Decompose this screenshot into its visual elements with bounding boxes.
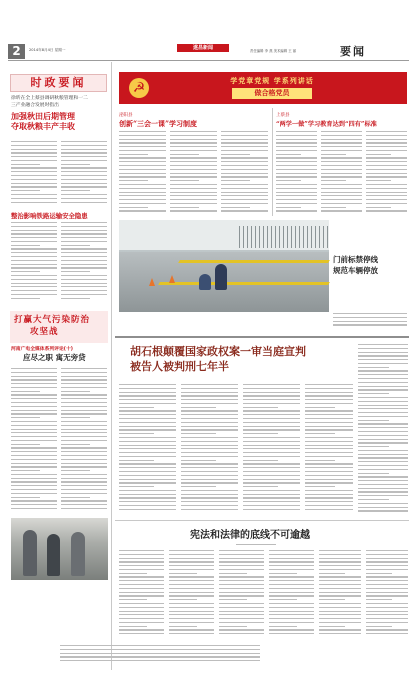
left-column-divider [111, 62, 112, 670]
main-headline [130, 344, 390, 374]
story-b-kicker: 上蔡县 [276, 113, 290, 118]
photo-fence [239, 226, 329, 248]
story2-body-left [11, 222, 57, 304]
editorial-body-col1 [119, 550, 164, 640]
photo-cone [169, 275, 175, 283]
main-headline-2: 被告人被判刑七年半 [130, 360, 229, 373]
story-a-body-col2 [170, 131, 217, 215]
story-b-headline: “两学一做”学习教育达到“四有”标准 [276, 121, 377, 128]
masthead-rule [8, 60, 409, 61]
story1-body-left [11, 141, 57, 207]
story-b-body-col3 [366, 131, 407, 215]
section-header-box [10, 74, 107, 92]
photo-no-parking-line [158, 282, 330, 285]
party-emblem-icon: ☭ [129, 78, 149, 98]
story1-subhead-1: 徐昕在全上蔡县调研秋粮管理和一二 [11, 96, 88, 101]
section-rule [115, 520, 409, 521]
main-body-col2 [181, 384, 238, 514]
commentary-body-left [11, 368, 57, 514]
special-header-1: 打赢大气污染防治 [14, 315, 91, 325]
editorial-body-col4 [269, 550, 314, 640]
main-body-col3 [243, 384, 300, 514]
page-number: 2 [12, 44, 21, 58]
story-a-kicker: 泌阳县 [119, 113, 133, 118]
left-photo [11, 518, 108, 580]
main-headline-1: 胡石根颠覆国家政权案一审当庭宣判 [130, 345, 306, 358]
main-body-col4 [305, 384, 353, 514]
story2-body-right [61, 222, 107, 304]
photo-caption [333, 313, 407, 329]
section-rule [115, 336, 409, 338]
banner-line-1: 学党章党规 学系列讲话 [230, 77, 314, 85]
commentary-body-right [61, 368, 107, 514]
photo-headline-1: 门前标禁停线 [333, 255, 378, 264]
special-header-2: 攻坚战 [30, 327, 59, 337]
story1-subhead-2: 三产业融合发展时指出 [11, 102, 59, 108]
banner [119, 72, 407, 104]
commentary-kicker: 河南广电全媒体系列评论(十) [11, 347, 73, 352]
commentary-title: 应尽之职 寓无旁贷 [23, 353, 86, 362]
page-section-title: 要闻 [340, 45, 366, 58]
story-a-body-col3 [221, 131, 268, 215]
story-b-body-col2 [321, 131, 362, 215]
main-body-col5 [358, 344, 408, 514]
story-divider [272, 108, 273, 216]
editorial-body-col2 [169, 550, 214, 640]
story1-main-1: 加强秋田后期管理 [11, 111, 75, 121]
commentary-headline [11, 346, 108, 363]
left-photo-person [71, 532, 85, 576]
bottom-caption [60, 645, 260, 667]
story1-main-2: 夺取秋粮丰产丰收 [11, 121, 75, 131]
story1-body-right [61, 141, 107, 207]
editorial-headline: 宪法和法律的底线不可逾越 [190, 530, 310, 541]
editorial-byline-rule [236, 544, 276, 545]
story-a-body-col1 [119, 131, 166, 215]
photo-cone [149, 278, 155, 286]
special-header-box [10, 311, 108, 343]
left-photo-person [23, 530, 37, 576]
story1-headline [11, 96, 107, 131]
masthead-editor: 责任编辑 李 燕 美术编辑 王 丽 [250, 49, 297, 53]
section-header: 时政要闻 [30, 76, 87, 89]
street-photo [119, 220, 329, 312]
photo-headline [333, 254, 409, 276]
photo-worker [199, 274, 211, 290]
editorial-body-col5 [319, 550, 361, 640]
main-body-col1 [119, 384, 176, 514]
story2-headline: 整治影响铁路运输安全隐患 [11, 212, 88, 220]
editorial-body-col6 [366, 550, 408, 640]
left-photo-person [47, 534, 60, 576]
story-b-body-col1 [276, 131, 317, 215]
story-a-headline: 创新“三会一课”学习制度 [119, 119, 198, 128]
banner-line-2: 做合格党员 [232, 88, 312, 99]
masthead-paper-name: 遂昌新闻 [177, 44, 229, 52]
masthead-date: 2014年8月4日 星期一 [29, 48, 66, 52]
photo-headline-2: 规范车辆停放 [333, 266, 378, 275]
photo-worker [215, 264, 227, 290]
page-number-box [8, 44, 25, 59]
editorial-body-col3 [219, 550, 264, 640]
photo-no-parking-line [178, 260, 330, 263]
